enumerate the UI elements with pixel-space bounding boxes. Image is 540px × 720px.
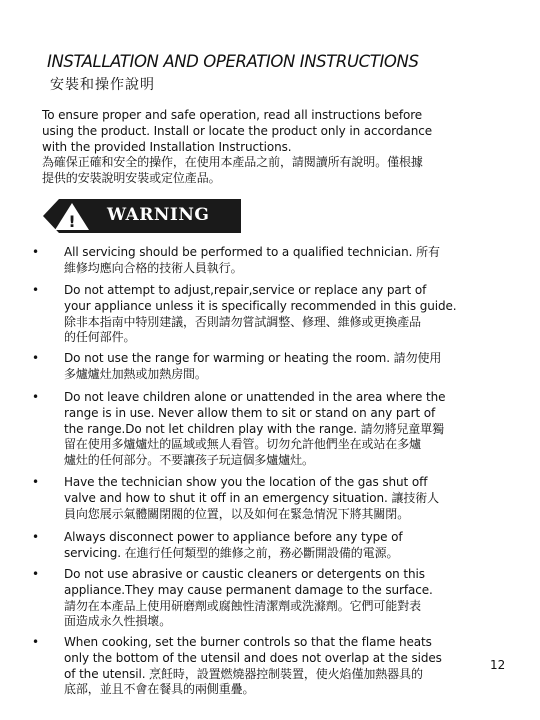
item-line: All servicing should be performed to a qualified technician. 所有 — [64, 245, 440, 259]
item-line: 除非本指南中特別建議，否則請勿嘗試調整、修理、維修或更換產品 — [64, 314, 422, 329]
bullet-icon: • — [32, 567, 39, 581]
intro-paragraph — [42, 108, 482, 187]
item-line: only the bottom of the utensil and does not overlap at the sides — [64, 650, 442, 665]
item-line: Do not use abrasive or caustic cleaners or detergents on this — [64, 567, 425, 581]
item-line: of the utensil. 烹飪時，設置燃燒器控制裝置，使火焰僅加熱器具的 — [64, 666, 423, 681]
bullet-icon: • — [32, 475, 39, 489]
item-line: the range.Do not let children play with the range. 請勿將兒童單獨 — [64, 421, 444, 436]
intro-line: To ensure proper and safe operation, read all instructions before — [42, 108, 423, 122]
page-number: 12 — [490, 658, 506, 672]
item-line: 多爐爐灶加熱或加熱房間。 — [64, 366, 207, 381]
item-line: servicing. 在進行任何類型的維修之前，務必斷開設備的電源。 — [64, 545, 399, 560]
item-line: range is in use. Never allow them to sit or stand on any part of — [64, 405, 436, 420]
item-line: When cooking, set the burner controls so that the flame heats — [64, 635, 432, 649]
item-line: 請勿在本產品上使用研磨劑或腐蝕性清潔劑或洗滌劑。它們可能對表 — [64, 598, 422, 613]
item-line: Do not attempt to adjust,repair,service or replace any part of — [64, 283, 427, 297]
page-subtitle: 安裝和操作說明 — [50, 77, 155, 93]
intro-line: using the product. Install or locate the product only in accordance — [42, 123, 432, 138]
item-line: Do not leave children alone or unattended in the area where the — [64, 390, 446, 404]
item-line: 面造成永久性損壞。 — [64, 614, 172, 629]
item-line: 的任何部件。 — [64, 330, 136, 345]
item-line: 底部，並且不會在餐具的兩側重疊。 — [64, 682, 255, 697]
intro-line: with the provided Installation Instructions. — [42, 139, 292, 154]
item-line: 員向您展示氣體關閉閥的位置，以及如何在緊急情況下將其關閉。 — [64, 506, 410, 521]
warning-label: WARNING — [107, 205, 210, 225]
item-line: valve and how to shut it off in an emergency situation. 讓技術人 — [64, 490, 440, 505]
intro-line: 提供的安裝說明安裝或定位產品。 — [42, 171, 221, 186]
intro-line: 為確保正確和安全的操作，在使用本產品之前，請閱讀所有說明。僅根據 — [42, 155, 423, 170]
item-line: your appliance unless it is specifically recommended in this guide. — [64, 298, 457, 313]
bullet-icon: • — [32, 530, 39, 544]
item-line: 爐灶的任何部分。不要讓孩子玩這個多爐爐灶。 — [64, 453, 314, 468]
exclamation-icon: ! — [68, 212, 76, 231]
item-line: 留在使用多爐爐灶的區域或無人看管。切勿允許他們坐在或站在多爐 — [64, 437, 422, 452]
item-line: Have the technician show you the location of the gas shut off — [64, 475, 428, 489]
item-line: 維修均應向合格的技術人員執行。 — [64, 260, 243, 275]
bullet-icon: • — [32, 635, 39, 649]
page-title: INSTALLATION AND OPERATION INSTRUCTIONS — [47, 52, 419, 71]
warning-banner — [43, 199, 241, 233]
item-line: appliance.They may cause permanent damage to the surface. — [64, 582, 433, 597]
item-line: Always disconnect power to appliance before any type of — [64, 530, 403, 544]
bullet-icon: • — [32, 351, 39, 365]
bullet-icon: • — [32, 245, 39, 259]
bullet-icon: • — [32, 283, 39, 297]
bullet-icon: • — [32, 390, 39, 404]
item-line: Do not use the range for warming or heating the room. 請勿使用 — [64, 351, 442, 365]
